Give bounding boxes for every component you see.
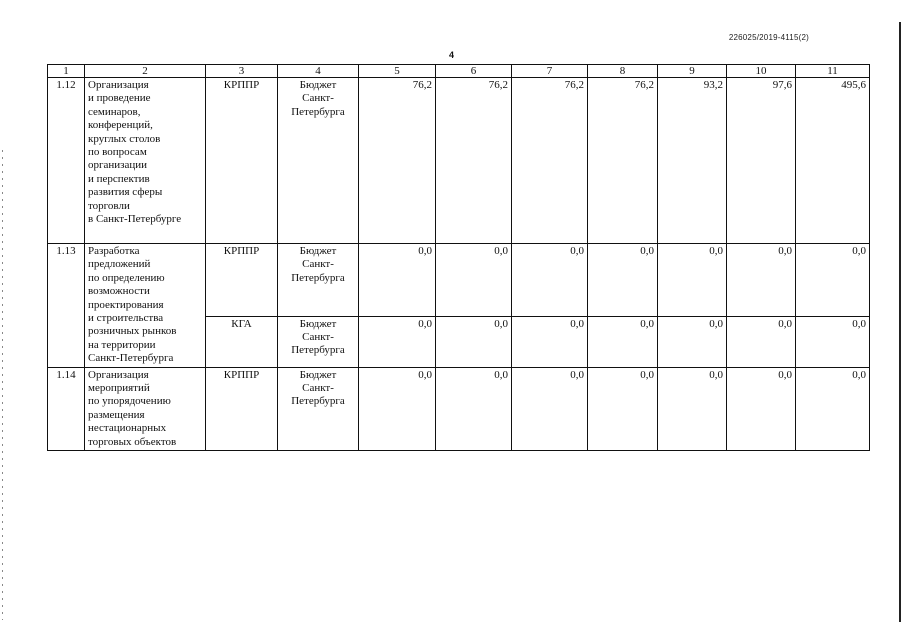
item-number: 1.13 bbox=[48, 244, 85, 368]
item-name: Организация мероприятий по упорядочению размещения нестационарных торговых объектов bbox=[85, 367, 206, 450]
funding-source: Бюджет Санкт- Петербурга bbox=[278, 316, 359, 367]
total-value-cell: 495,6 bbox=[796, 78, 870, 244]
value-cell: 0,0 bbox=[436, 367, 512, 450]
column-header: 7 bbox=[512, 65, 588, 78]
value-cell: 0,0 bbox=[588, 316, 658, 367]
value-cell: 0,0 bbox=[588, 244, 658, 317]
value-cell: 0,0 bbox=[436, 316, 512, 367]
total-value-cell: 0,0 bbox=[796, 367, 870, 450]
executor: КРППР bbox=[206, 78, 278, 244]
value-cell: 76,2 bbox=[512, 78, 588, 244]
scan-edge-right bbox=[899, 22, 901, 622]
value-cell: 93,2 bbox=[658, 78, 727, 244]
column-header: 3 bbox=[206, 65, 278, 78]
funding-source: Бюджет Санкт- Петербурга bbox=[278, 367, 359, 450]
total-value-cell: 0,0 bbox=[796, 316, 870, 367]
column-header: 2 bbox=[85, 65, 206, 78]
value-cell: 76,2 bbox=[436, 78, 512, 244]
value-cell: 76,2 bbox=[588, 78, 658, 244]
item-number: 1.12 bbox=[48, 78, 85, 244]
value-cell: 0,0 bbox=[359, 244, 436, 317]
value-cell: 97,6 bbox=[727, 78, 796, 244]
value-cell: 76,2 bbox=[359, 78, 436, 244]
document-registration-number: 226025/2019-4115(2) bbox=[728, 33, 809, 42]
funding-source: Бюджет Санкт- Петербурга bbox=[278, 78, 359, 244]
value-cell: 0,0 bbox=[588, 367, 658, 450]
total-value-cell: 0,0 bbox=[796, 244, 870, 317]
value-cell: 0,0 bbox=[436, 244, 512, 317]
program-table bbox=[47, 64, 870, 451]
value-cell: 0,0 bbox=[727, 316, 796, 367]
value-cell: 0,0 bbox=[727, 367, 796, 450]
value-cell: 0,0 bbox=[359, 316, 436, 367]
table-row bbox=[48, 78, 870, 244]
item-number: 1.14 bbox=[48, 367, 85, 450]
table-header-row bbox=[48, 65, 870, 78]
value-cell: 0,0 bbox=[658, 316, 727, 367]
column-header: 8 bbox=[588, 65, 658, 78]
column-header: 10 bbox=[727, 65, 796, 78]
executor: КРППР bbox=[206, 244, 278, 317]
item-name: Разработка предложений по определению возможности проектирования и строительства розничных рынков на территории Санкт-Петербурга bbox=[85, 244, 206, 368]
executor: КГА bbox=[206, 316, 278, 367]
value-cell: 0,0 bbox=[512, 367, 588, 450]
value-cell: 0,0 bbox=[658, 367, 727, 450]
column-header: 5 bbox=[359, 65, 436, 78]
value-cell: 0,0 bbox=[512, 316, 588, 367]
column-header: 6 bbox=[436, 65, 512, 78]
value-cell: 0,0 bbox=[512, 244, 588, 317]
table-row bbox=[48, 367, 870, 450]
scan-edge-left bbox=[2, 150, 3, 620]
column-header: 9 bbox=[658, 65, 727, 78]
column-header: 4 bbox=[278, 65, 359, 78]
column-header: 11 bbox=[796, 65, 870, 78]
page-number: 4 bbox=[449, 50, 455, 60]
funding-source: Бюджет Санкт- Петербурга bbox=[278, 244, 359, 317]
table-row bbox=[48, 244, 870, 317]
executor: КРППР bbox=[206, 367, 278, 450]
column-header: 1 bbox=[48, 65, 85, 78]
value-cell: 0,0 bbox=[658, 244, 727, 317]
value-cell: 0,0 bbox=[727, 244, 796, 317]
value-cell: 0,0 bbox=[359, 367, 436, 450]
item-name: Организация и проведение семинаров, конференций, круглых столов по вопросам организации и перспектив развития сферы торговли в Санкт-Петербурге bbox=[85, 78, 206, 244]
